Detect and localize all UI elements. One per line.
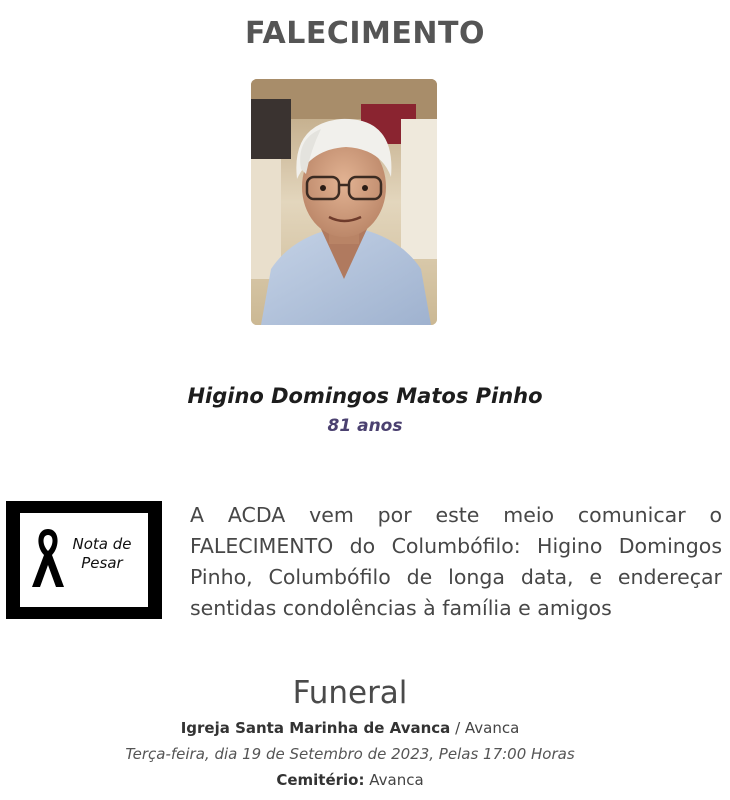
church-name: Igreja Santa Marinha de Avanca bbox=[180, 719, 451, 737]
deceased-portrait-photo bbox=[251, 79, 437, 325]
funeral-heading: Funeral bbox=[292, 675, 408, 711]
deceased-name: Higino Domingos Matos Pinho bbox=[187, 384, 543, 408]
cemetery-value: Avanca bbox=[364, 771, 424, 789]
pesar-line-2: Pesar bbox=[81, 554, 123, 572]
deceased-age: 81 anos bbox=[327, 416, 403, 436]
funeral-datetime: Terça-feira, dia 19 de Setembro de 2023, Pelas 17:00 Horas bbox=[125, 745, 575, 763]
nota-de-pesar-label bbox=[62, 535, 142, 573]
page-title: FALECIMENTO bbox=[245, 16, 485, 51]
church-location: / Avanca bbox=[450, 719, 520, 737]
cemetery-label: Cemitério: bbox=[276, 771, 365, 789]
pesar-line-1: Nota de bbox=[72, 535, 132, 553]
nota-de-pesar-card bbox=[6, 501, 162, 619]
funeral-church bbox=[0, 719, 700, 737]
funeral-cemetery bbox=[0, 771, 700, 789]
announcement-text: A ACDA vem por este meio comunicar o FALECIMENTO do Columbófilo: Higino Domingos Pinho, Columbófilo de longa data, e endereçar sentidas condolências à família e amigos bbox=[190, 503, 722, 620]
